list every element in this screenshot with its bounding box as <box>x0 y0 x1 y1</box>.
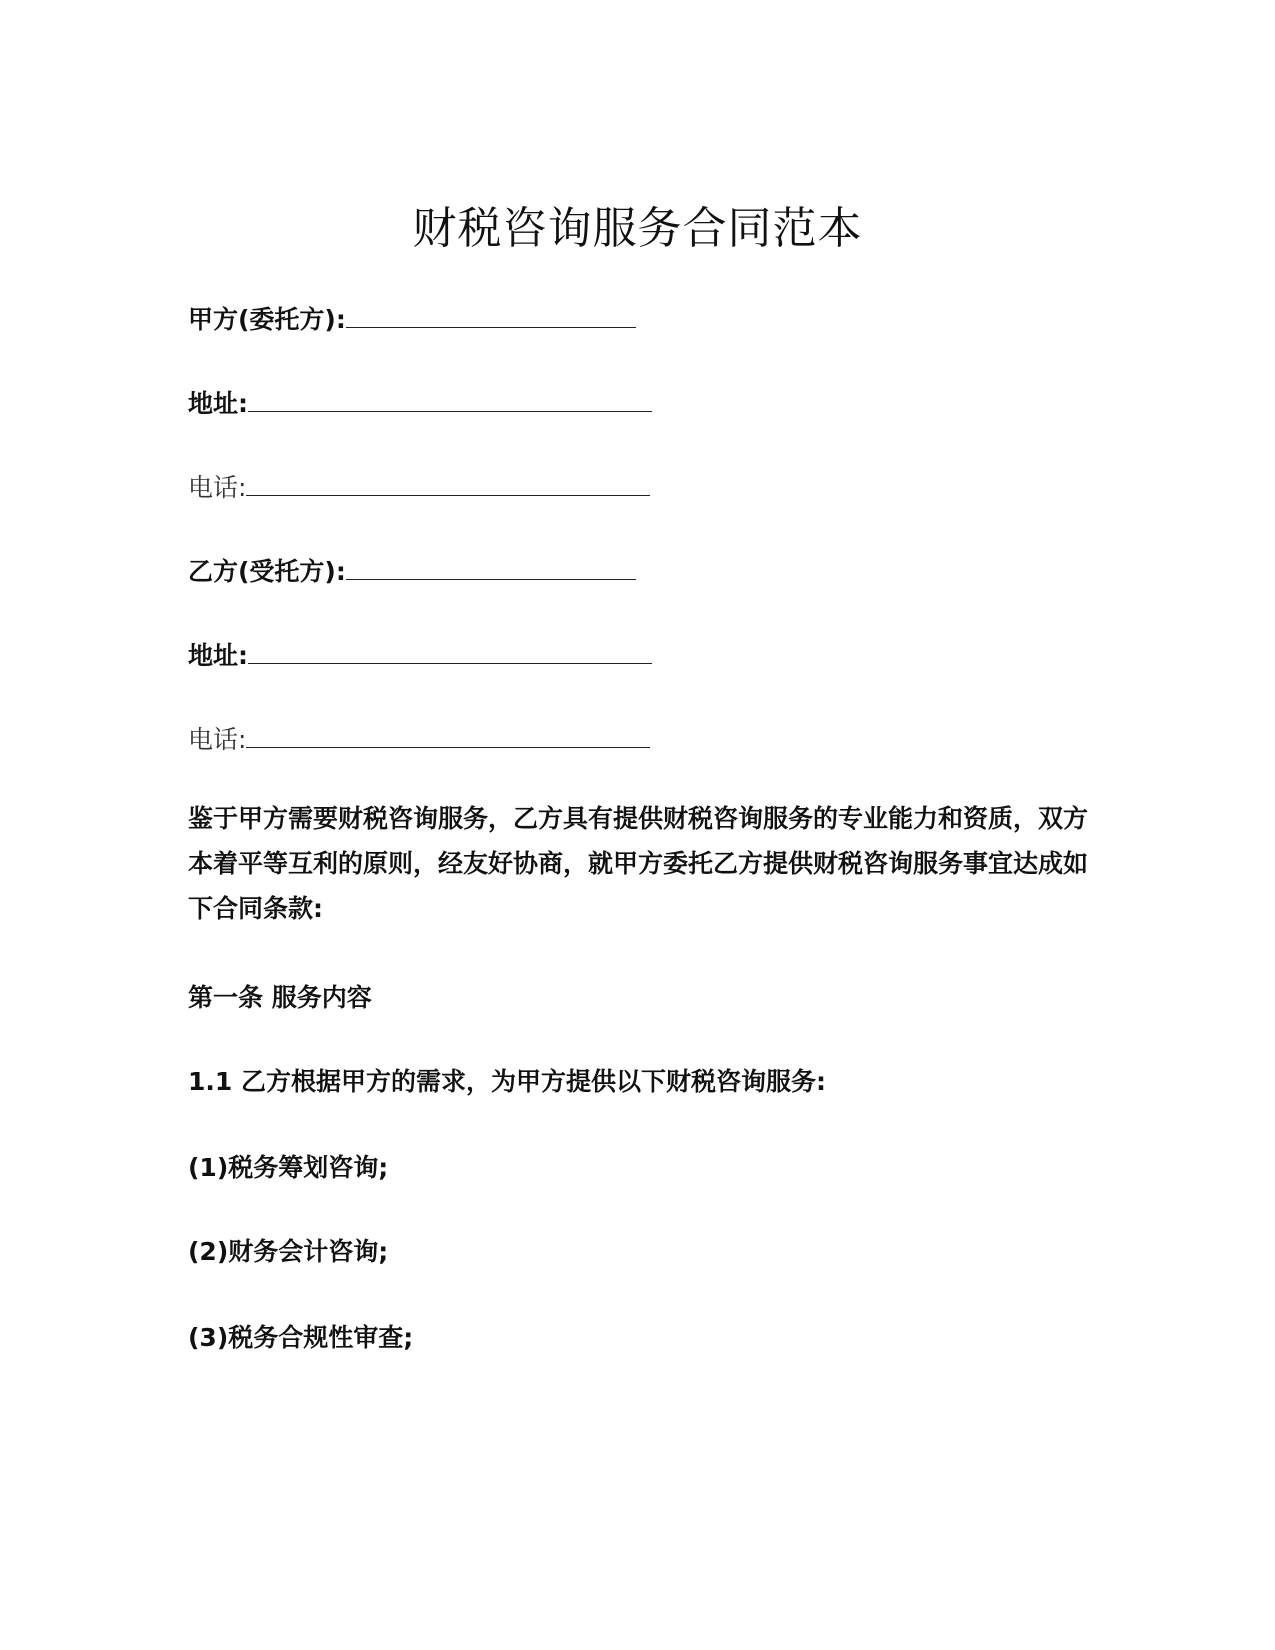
service-item-3: (3)税务合规性审查; <box>188 1323 414 1352</box>
party-b-blank[interactable] <box>346 557 636 580</box>
party-a-phone-label: 电话: <box>188 473 247 502</box>
party-a-address-label: 地址: <box>188 389 248 418</box>
party-a-blank[interactable] <box>346 305 636 328</box>
party-b-address-label: 地址: <box>188 641 248 670</box>
party-a-phone-field <box>188 468 650 504</box>
party-a-address-field <box>188 384 652 420</box>
article-1-heading: 第一条 服务内容 <box>188 983 372 1012</box>
party-b-phone-field <box>188 720 650 756</box>
party-b-address-blank[interactable] <box>248 641 652 664</box>
party-b-field <box>188 552 636 588</box>
party-a-field <box>188 300 636 336</box>
preamble-paragraph: 鉴于甲方需要财税咨询服务，乙方具有提供财税咨询服务的专业能力和资质，双方本着平等互利的原则，经友好协商，就甲方委托乙方提供财税咨询服务事宜达成如下合同条款: <box>188 804 1089 923</box>
party-a-address-blank[interactable] <box>248 389 652 412</box>
document-title: 财税咨询服务合同范本 <box>412 203 863 254</box>
party-a-label: 甲方(委托方): <box>188 305 346 334</box>
party-b-phone-label: 电话: <box>188 725 247 754</box>
service-item-1: (1)税务筹划咨询; <box>188 1153 389 1182</box>
party-b-label: 乙方(受托方): <box>188 557 346 586</box>
clause-1-1: 1.1 乙方根据甲方的需求，为甲方提供以下财税咨询服务: <box>188 1067 826 1096</box>
party-a-phone-blank[interactable] <box>246 473 650 496</box>
party-b-phone-blank[interactable] <box>246 725 650 748</box>
party-b-address-field <box>188 636 652 672</box>
service-item-2: (2)财务会计咨询; <box>188 1237 389 1266</box>
